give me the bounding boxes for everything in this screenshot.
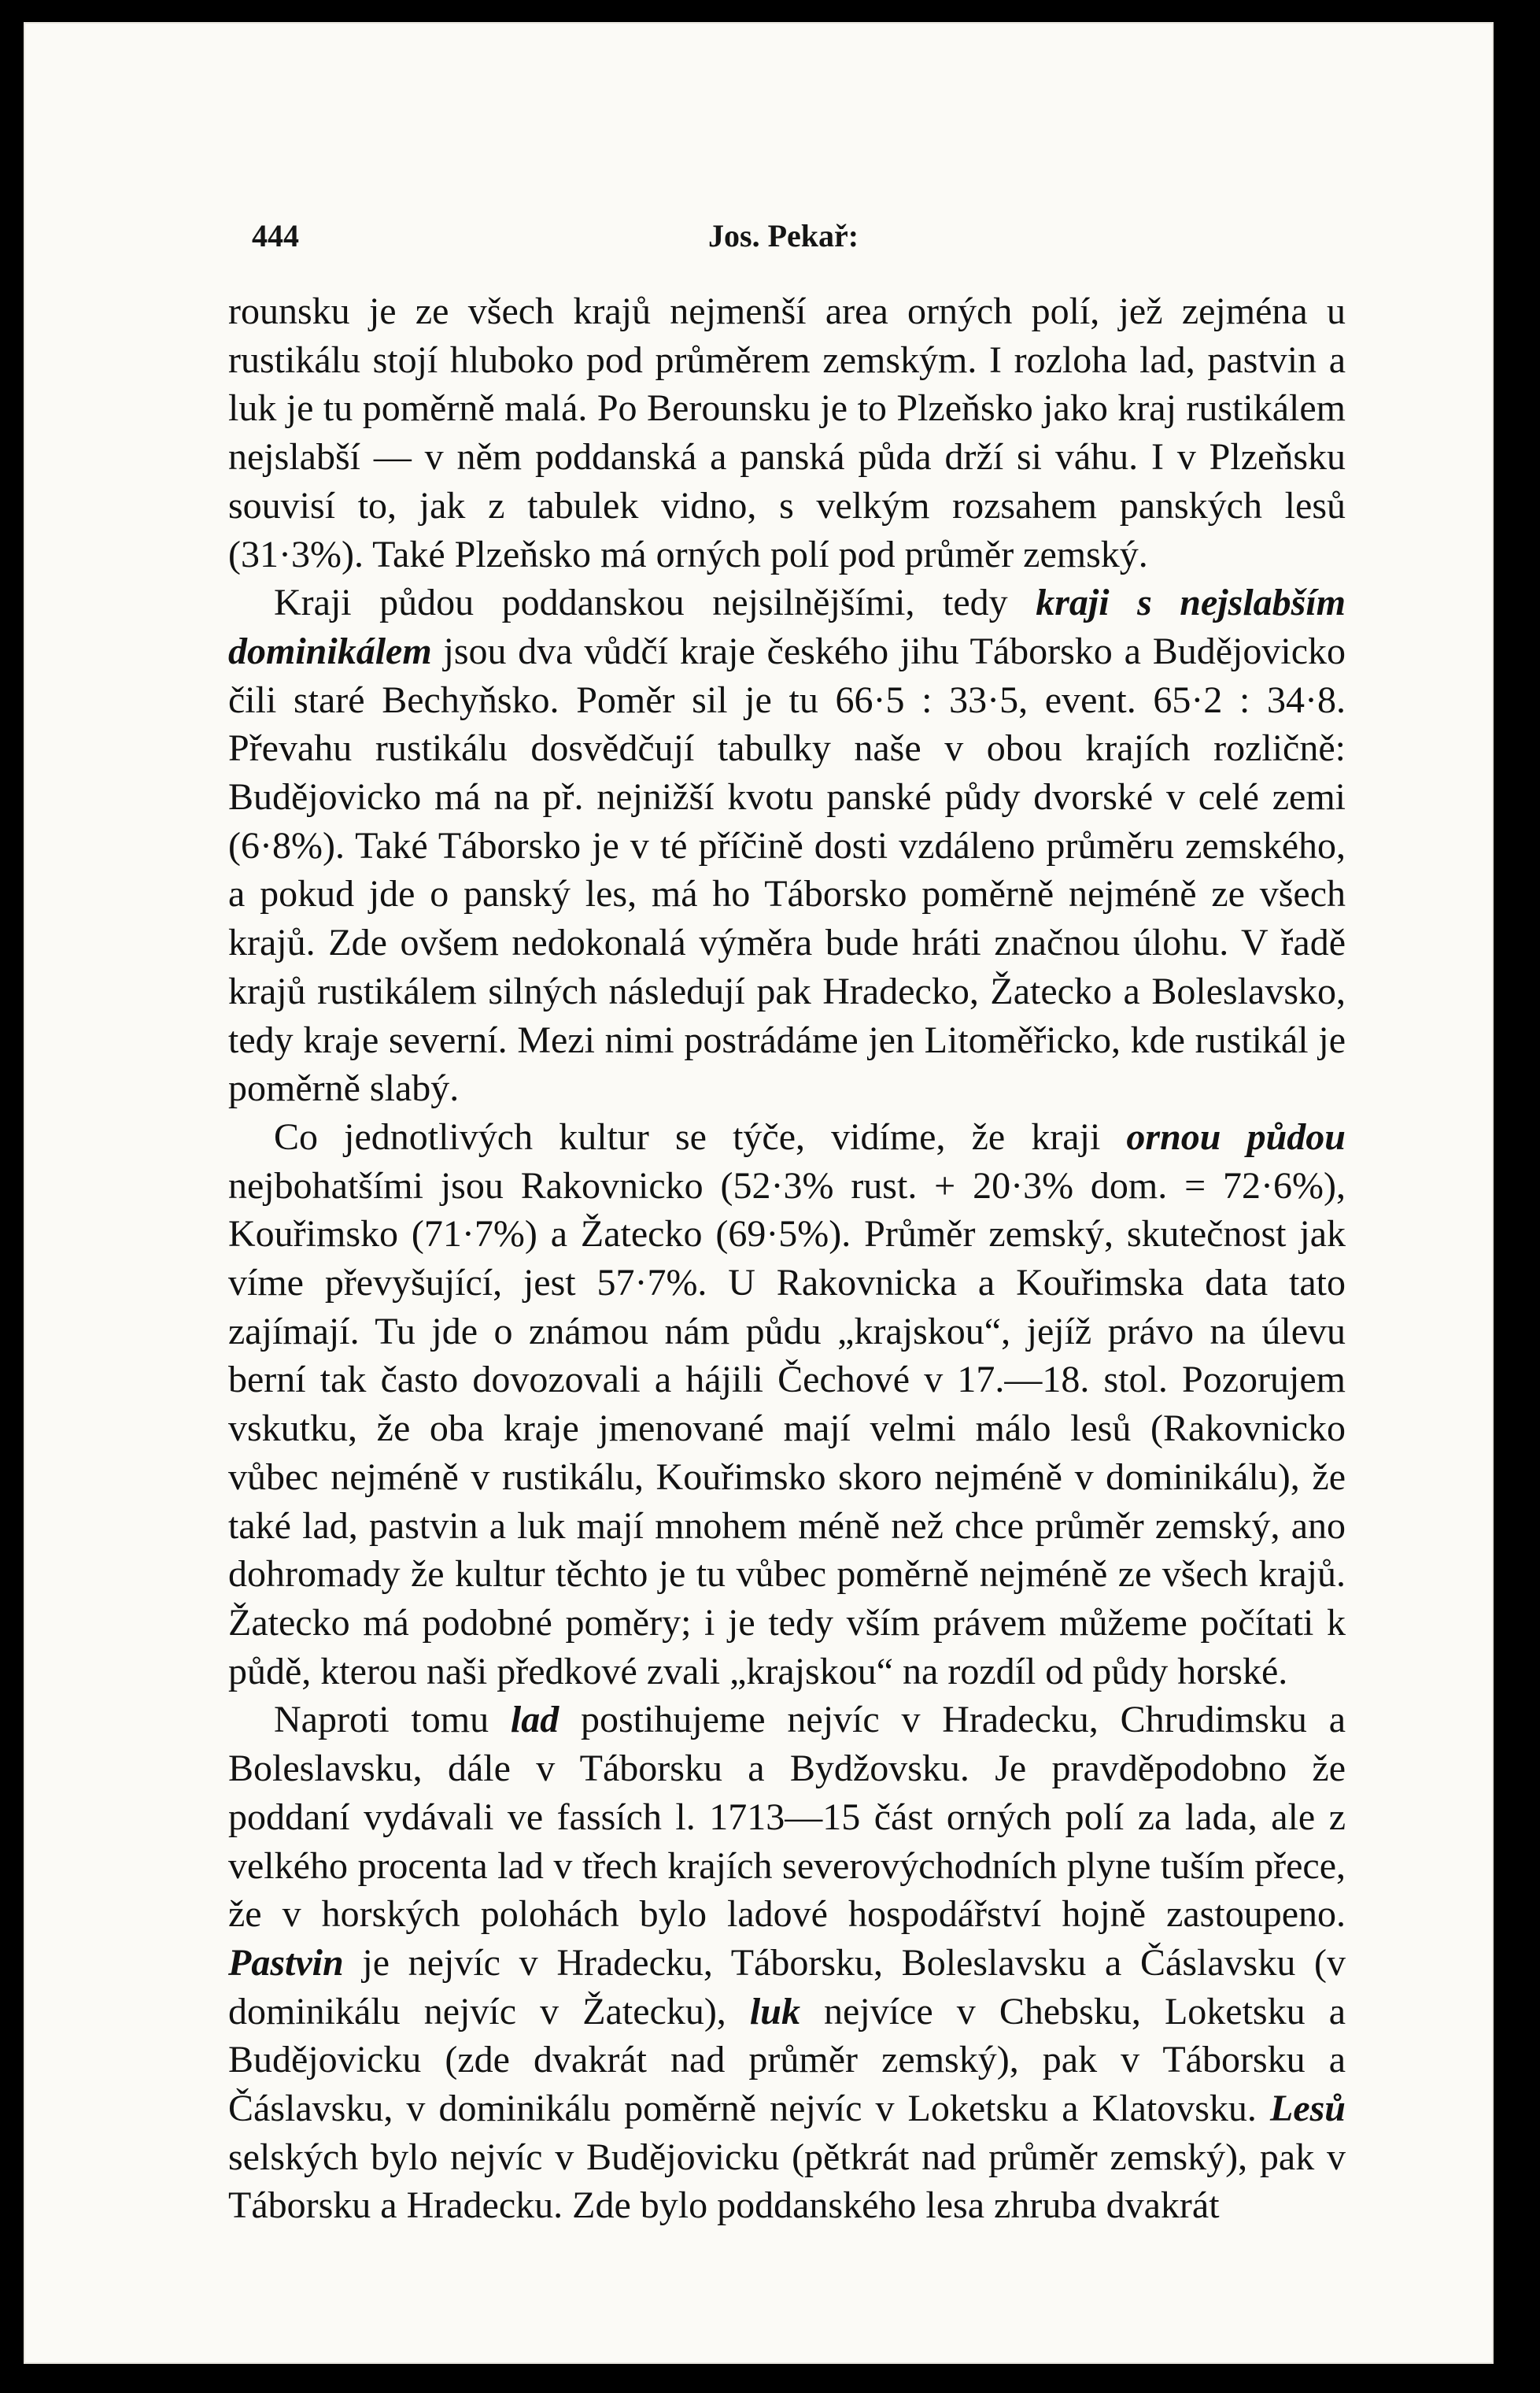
emphasis-pastvin: Pastvin <box>228 1941 344 1984</box>
paragraph-4-text-4: nejvíce v Chebsku, Loketsku a Budějovicku (zde dvakrát nad průměr zemský), pak v Táborsku a Čáslavsku, v dominikálu poměrně nejvíc v Loketsku a Klatovsku. <box>228 1990 1346 2130</box>
paragraph-1-text: rounsku je ze všech krajů nejmenší area orných polí, jež zejména u rustikálu stojí hluboko pod průměrem zemským. I rozloha lad, pastvin a luk je tu poměrně malá. Po Berounsku je to Plzeňsko jako kraj rustikálem nejslabší — v něm poddanská a panská půda drží si váhu. I v Plzeňsku souvisí to, jak z tabulek vidno, s velkým rozsahem panských lesů (31·3%). Také Plzeňsko má orných polí pod průměr zemský. <box>228 290 1346 575</box>
paragraph-2-text-rest: jsou dva vůdčí kraje českého jihu Táborsko a Budějovicko čili staré Bechyňsko. Poměr sil je tu 66·5 : 33·5, event. 65·2 : 34·8. Převahu rustikálu dosvědčují tabulky naše v obou krajích rozličně: Budějovicko má na př. nejnižší kvotu panské půdy dvorské v celé zemi (6·8%). Také Táborsko je v té příčině dosti vzdáleno průměru zemského, a pokud jde o panský les, má ho Táborsko poměrně nejméně ze všech krajů. Zde ovšem nedokonalá výměra bude hráti značnou úlohu. V řadě krajů rustikálem silných následují pak Hradecko, Žatecko a Boleslavsko, tedy kraje severní. Mezi nimi postrádáme jen Litoměřicko, kde rustikál je poměrně slabý. <box>228 630 1346 1110</box>
emphasis-luk: luk <box>749 1990 800 2032</box>
paragraph-3 <box>228 1113 1346 1696</box>
body-text <box>228 287 1346 2230</box>
emphasis-ornou-pudou: ornou půdou <box>1126 1115 1346 1158</box>
paragraph-2-text-start: Kraji půdou poddanskou nejsilnějšími, tedy <box>274 582 1036 624</box>
page-header <box>252 217 1377 264</box>
emphasis-lesu: Lesů <box>1270 2088 1346 2130</box>
paragraph-1 <box>228 287 1346 579</box>
emphasis-lad: lad <box>510 1699 559 1741</box>
paragraph-4-text-start: Naproti tomu <box>274 1699 511 1741</box>
paragraph-4 <box>228 1696 1346 2230</box>
paragraph-3-text-start: Co jednotlivých kultur se týče, vidíme, že kraji <box>274 1115 1127 1158</box>
paragraph-4-text-3: je nejvíc v Hradecku, Táborsku, Boleslavsku a Čáslavsku (v dominikálu nejvíc v Žatecku), <box>228 1941 1346 2032</box>
running-head: Jos. Pekař: <box>708 218 859 253</box>
emphasis-kraji-s-nejslabsim-dominikalem: kraji s nejslabším dominikálem <box>228 582 1346 672</box>
paragraph-3-text-rest: nejbohatšími jsou Rakovnicko (52·3% rust. + 20·3% dom. = 72·6%), Kouřimsko (71·7%) a Žatecko (69·5%). Průměr zemský, skutečnost jak víme převyšující, jest 57·7%. U Rakovnicka a Kouřimska data tato zajímají. Tu jde o známou nám půdu „krajskou“, jejíž právo na úlevu berní tak často dovozovali a hájili Čechové v 17.—18. stol. Pozorujem vskutku, že oba kraje jmenované mají velmi málo lesů (Rakovnicko vůbec nejméně v rustikálu, Kouřimsko skoro nejméně v dominikálu), že také lad, pastvin a luk mají mnohem méně než chce průměr zemský, ano dohromady že kultur těchto je tu vůbec poměrně nejméně ze všech krajů. Žatecko má podobné poměry; i je tedy vším právem můžeme počítati k půdě, kterou naši předkové zvali „krajskou“ na rozdíl od půdy horské. <box>228 1164 1346 1692</box>
paragraph-4-text-2: postihujeme nejvíc v Hradecku, Chrudimsku a Boleslavsku, dále v Táborsku a Bydžovsku. Je pravděpodobno že poddaní vydávali ve fassích l. 1713—15 část orných polí za lada, ale z velkého procenta lad v třech krajích severovýchodních plyne tuším přece, že v horských polohách bylo ladové hospodářství hojně zastoupeno. <box>228 1699 1346 1936</box>
paragraph-4-text-end: selských bylo nejvíc v Budějovicku (pětkrát nad průměr zemský), pak v Táborsku a Hradecku. Zde bylo poddanského lesa zhruba dvakrát <box>228 2136 1346 2227</box>
paragraph-2 <box>228 579 1346 1113</box>
page-number: 444 <box>252 218 299 253</box>
